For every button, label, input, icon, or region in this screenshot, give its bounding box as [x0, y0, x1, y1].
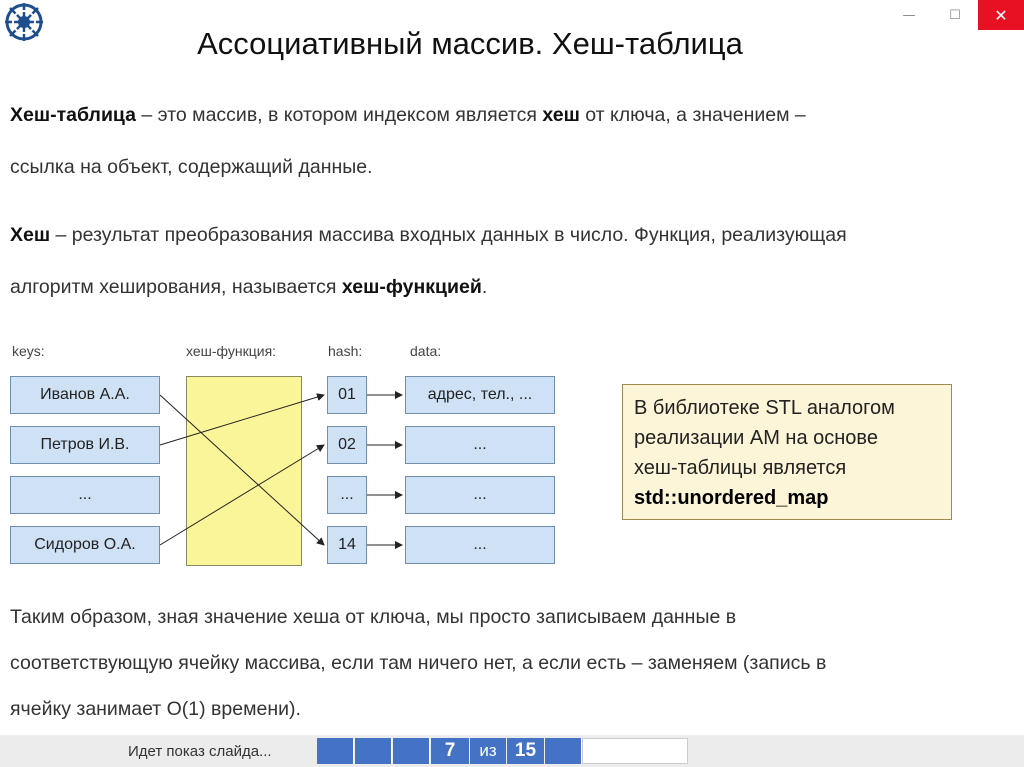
hash-cell: ...: [327, 476, 367, 514]
note-line: хеш-таблицы является: [634, 457, 847, 479]
note-line: реализации АМ на основе: [634, 427, 878, 449]
hash-cell: 01: [327, 376, 367, 414]
close-button[interactable]: ✕: [978, 0, 1024, 30]
progress-segment: [355, 738, 392, 764]
progress-segment: [317, 738, 354, 764]
conclusion-line2: соответствующую ячейку массива, если там ничего нет, а если есть – заменяем (запись в: [10, 652, 827, 674]
data-cell: ...: [405, 426, 555, 464]
conclusion-line1: Таким образом, зная значение хеша от ключа, мы просто записываем данные в: [10, 606, 737, 628]
keys-label: keys:: [12, 343, 45, 359]
text: алгоритм хеширования, называется: [10, 276, 342, 298]
hash-table-diagram: [0, 330, 600, 580]
maximize-button[interactable]: ☐: [949, 7, 961, 23]
arrow-key1-to-hash14: [160, 395, 324, 545]
slide-of-label: из: [470, 738, 506, 764]
term-hash-function: хеш-функцией: [341, 276, 482, 298]
total-slides: 15: [507, 738, 544, 764]
slide-title: Ассоциативный массив. Хеш-таблица: [197, 26, 743, 61]
minimize-button[interactable]: —: [902, 7, 916, 23]
text: от ключа, а значением –: [579, 104, 806, 126]
text: – это массив, в котором индексом является: [136, 104, 543, 126]
key-cell: Сидоров О.А.: [10, 526, 160, 564]
text: – результат преобразования массива входных данных в число. Функция, реализующая: [50, 224, 847, 246]
text: .: [481, 276, 488, 298]
note-code: [634, 483, 951, 513]
key-cell: Иванов А.А.: [10, 376, 160, 414]
arrow-key2-to-hash01: [160, 395, 324, 445]
data-cell: адрес, тел., ...: [405, 376, 555, 414]
progress-remaining: [582, 738, 688, 764]
definition-hash-line2: [10, 276, 487, 299]
current-slide-number: 7: [431, 738, 469, 764]
data-cell: ...: [405, 526, 555, 564]
diagram-arrows: [0, 330, 600, 580]
key-cell: ...: [10, 476, 160, 514]
status-text: Идет показ слайда...: [128, 743, 272, 760]
definition-hash-table-line2: ссылка на объект, содержащий данные.: [10, 156, 373, 178]
term-hash-table: Хеш-таблица: [10, 104, 136, 126]
progress-segment: [545, 738, 582, 764]
term-hash: хеш: [542, 104, 580, 126]
hash-cell: 14: [327, 526, 367, 564]
definition-hash-line1: [10, 224, 847, 247]
stl-note-box: [622, 384, 952, 520]
hash-function-label: хеш-функция:: [186, 343, 277, 359]
slideshow-status-bar: [0, 735, 1024, 767]
conclusion-line3: ячейку занимает O(1) времени).: [10, 698, 301, 720]
hash-cell: 02: [327, 426, 367, 464]
progress-segment: [393, 738, 430, 764]
data-label: data:: [410, 343, 442, 359]
arrow-key4-to-hash02: [160, 445, 324, 545]
hash-label: hash:: [328, 343, 363, 359]
note-line: В библиотеке STL аналогом: [634, 397, 895, 419]
key-cell: Петров И.В.: [10, 426, 160, 464]
term-hash-2: Хеш: [10, 224, 51, 246]
note-code-text: std::unordered_map: [634, 487, 829, 509]
definition-hash-table-line1: [10, 104, 806, 127]
data-cell: ...: [405, 476, 555, 514]
